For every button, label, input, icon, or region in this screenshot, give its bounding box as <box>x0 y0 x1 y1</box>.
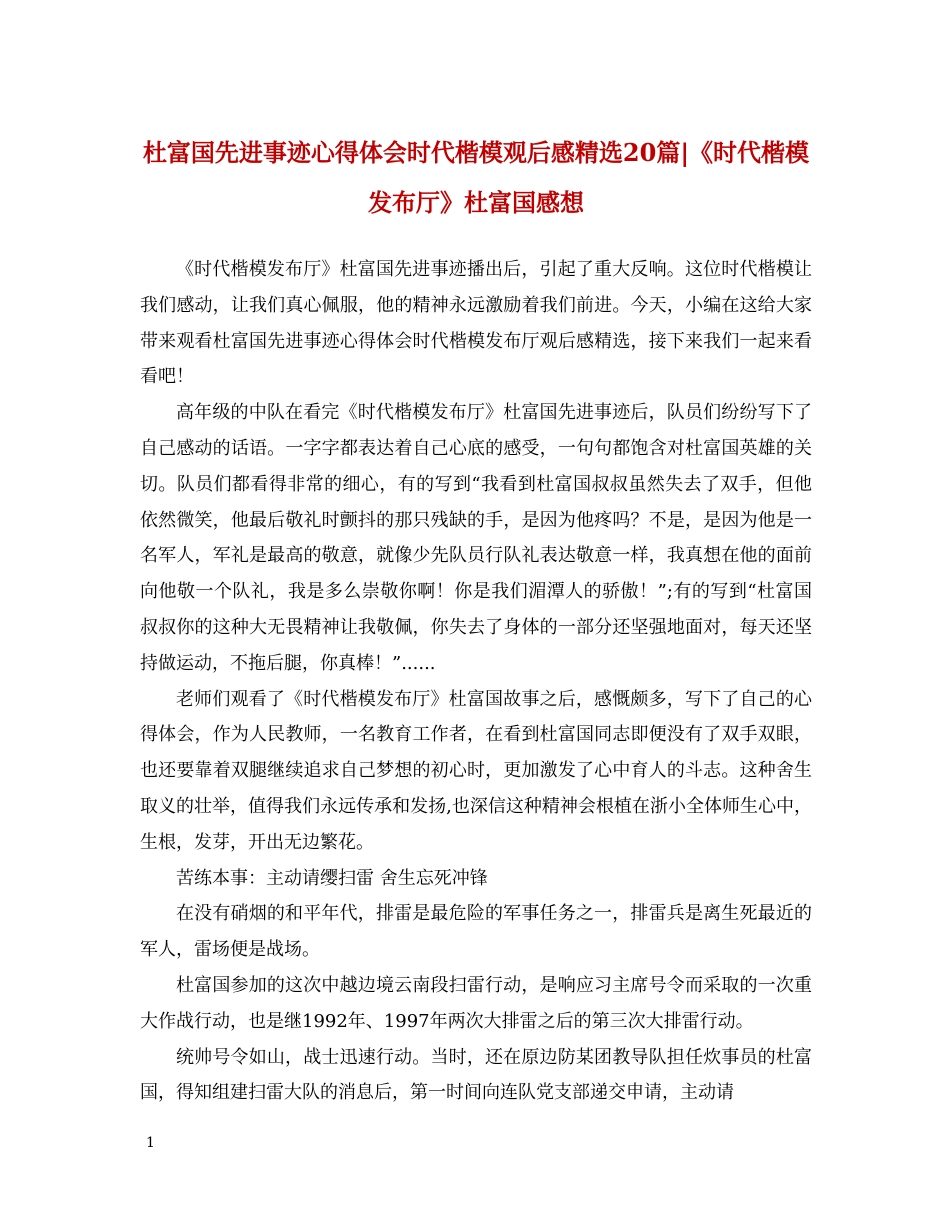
paragraph: 统帅号令如山，战士迅速行动。当时，还在原边防某团教导队担任炊事员的杜富国，得知组建扫雷大队的消息后，第一时间向连队党支部递交申请，主动请 <box>140 1046 812 1104</box>
paragraph: 高年级的中队在看完《时代楷模发布厅》杜富国先进事迹后，队员们纷纷写下了自己感动的话语。一字字都表达着自己心底的感受，一句句都饱含对杜富国英雄的关切。队员们都看得非常的细心，有的写到“我看到杜富国叔叔虽然失去了双手，但他依然微笑，他最后敬礼时颤抖的那只残缺的手，是因为他疼吗？不是，是因为他是一名军人，军礼是最高的敬意，就像少先队员行队礼表达敬意一样，我真想在他的面前向他敬一个队礼，我是多么崇敬你啊！你是我们湄潭人的骄傲！”;有的写到“杜富国叔叔你的这种大无畏精神让我敬佩，你失去了身体的一部分还坚强地面对，每天还坚持做运动，不拖后腿，你真棒！”...... <box>140 402 812 674</box>
paragraph: 老师们观看了《时代楷模发布厅》杜富国故事之后，感慨颇多，写下了自己的心得体会，作为人民教师，一名教育工作者，在看到杜富国同志即便没有了双手双眼，也还要靠着双腿继续追求自己梦想的初心时，更加激发了心中育人的斗志。这种舍生取义的壮举，值得我们永远传承和发扬,也深信这种精神会根植在浙小全体师生心中，生根，发芽，开出无边繁花。 <box>140 688 812 853</box>
section-heading: 苦练本事：主动请缨扫雷 舍生忘死冲锋 <box>176 867 488 889</box>
document-title: 杜富国先进事迹心得体会时代楷模观后感精选20篇|《时代楷模发布厅》杜富国感想 <box>142 138 810 217</box>
paragraph: 杜富国参加的这次中越边境云南段扫雷行动，是响应习主席号令而采取的一次重大作战行动，也是继1992年、1997年两次大排雷之后的第三次大排雷行动。 <box>140 974 812 1032</box>
document-body <box>140 252 812 1111</box>
page-number: 1 <box>146 1135 155 1151</box>
paragraph: 在没有硝烟的和平年代，排雷是最危险的军事任务之一，排雷兵是离生死最近的军人，雷场便是战场。 <box>140 903 812 961</box>
paragraph: 《时代楷模发布厅》杜富国先进事迹播出后，引起了重大反响。这位时代楷模让我们感动，让我们真心佩服，他的精神永远激励着我们前进。今天，小编在这给大家带来观看杜富国先进事迹心得体会时代楷模发布厅观后感精选，接下来我们一起来看看吧！ <box>140 259 812 388</box>
